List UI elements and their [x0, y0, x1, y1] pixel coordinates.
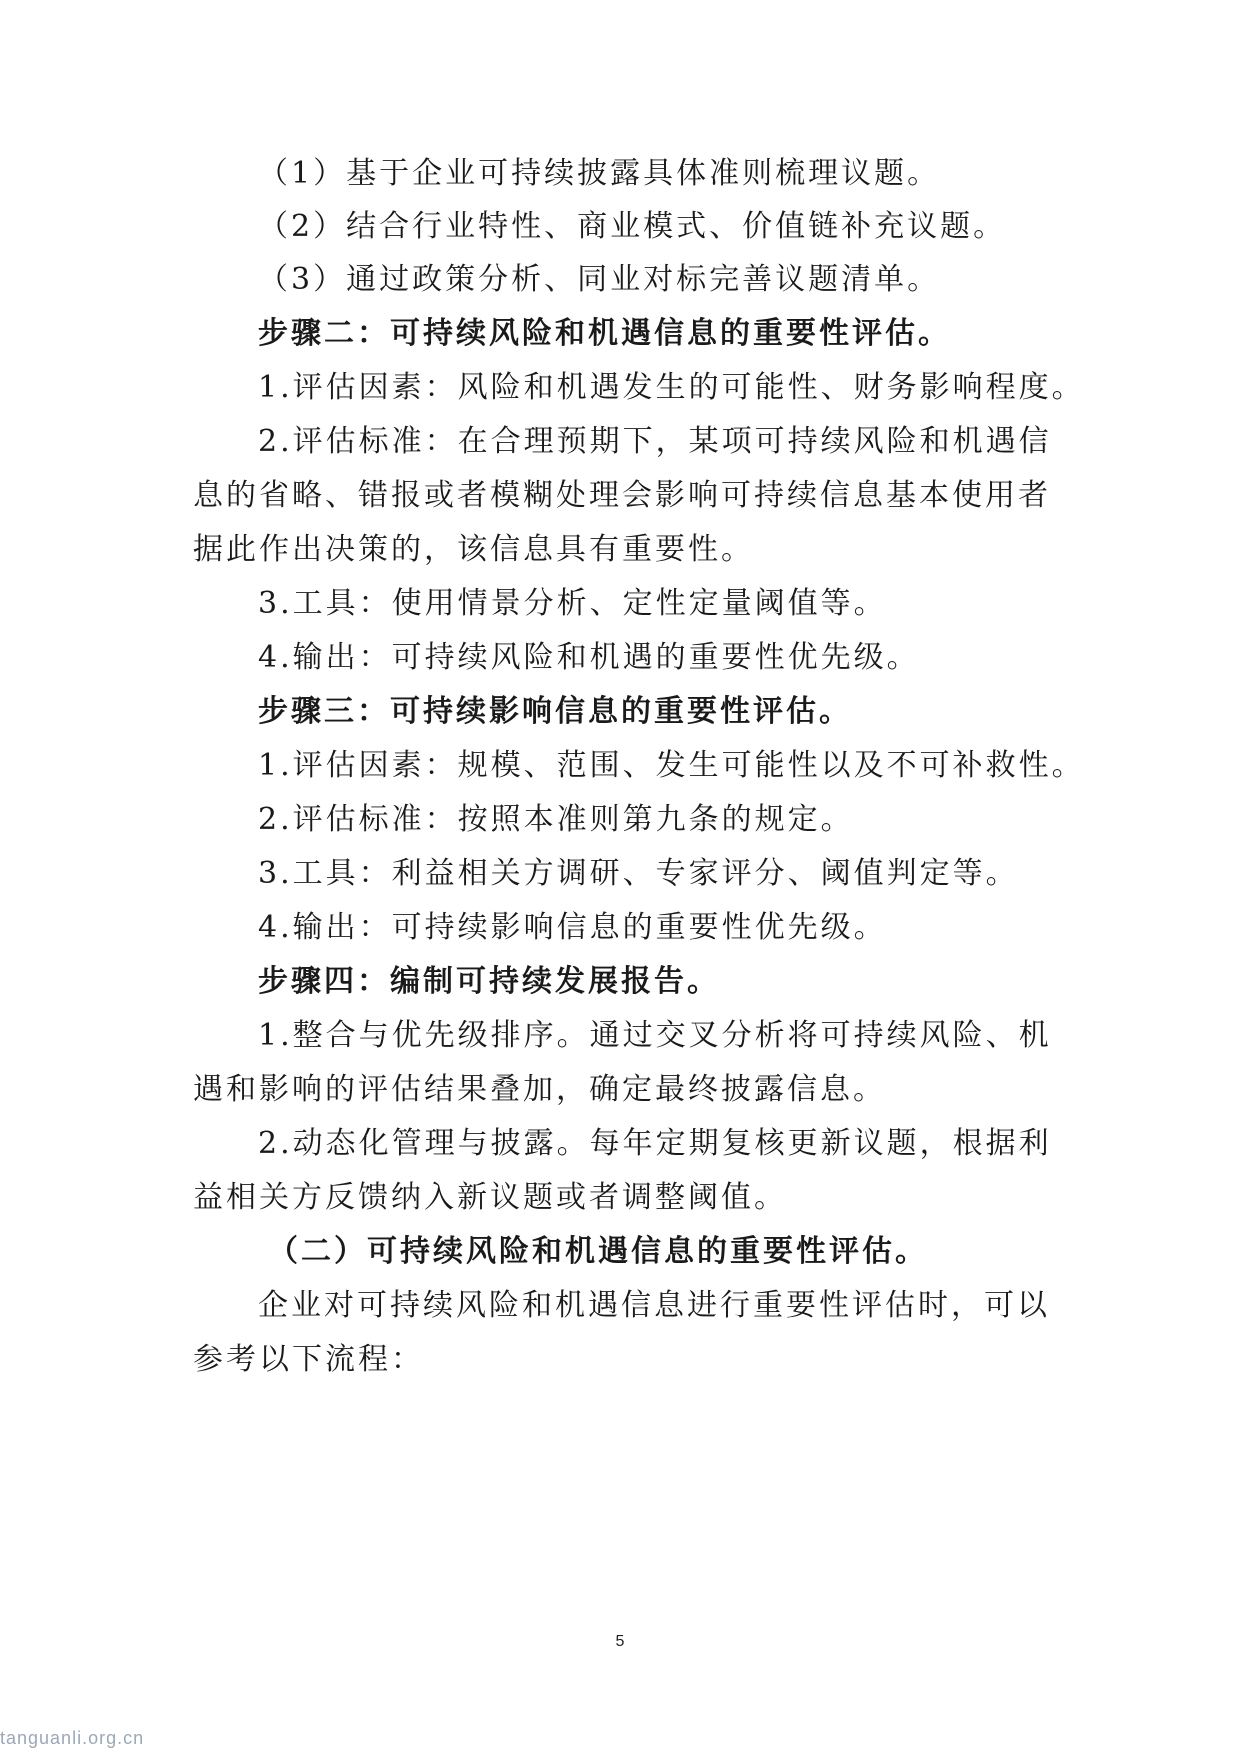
step-two-factors: 1.评估因素：风险和机遇发生的可能性、财务影响程度。	[258, 370, 1085, 405]
step-three-output: 4.输出：可持续影响信息的重要性优先级。	[258, 910, 887, 945]
step-four-item-1-line-1: 1.整合与优先级排序。通过交叉分析将可持续风险、机	[258, 1018, 1052, 1053]
step-two-output: 4.输出：可持续风险和机遇的重要性优先级。	[258, 640, 920, 675]
step-three-factors: 1.评估因素：规模、范围、发生可能性以及不可补救性。	[258, 748, 1085, 783]
section-two-heading: （二）可持续风险和机遇信息的重要性评估。	[268, 1234, 928, 1269]
step-two-heading: 步骤二：可持续风险和机遇信息的重要性评估。	[258, 316, 951, 351]
watermark: tanguanli.org.cn	[0, 1728, 145, 1748]
step-three-tools: 3.工具：利益相关方调研、专家评分、阈值判定等。	[258, 856, 1019, 891]
step-two-criteria-line-1: 2.评估标准：在合理预期下，某项可持续风险和机遇信	[258, 424, 1052, 459]
step-four-item-1-line-2: 遇和影响的评估结果叠加，确定最终披露信息。	[193, 1072, 886, 1107]
step-three-criteria: 2.评估标准：按照本准则第九条的规定。	[258, 802, 854, 837]
step-four-item-2-line-2: 益相关方反馈纳入新议题或者调整阈值。	[193, 1180, 787, 1215]
step-two-criteria-line-2: 息的省略、错报或者模糊处理会影响可持续信息基本使用者	[193, 478, 1051, 513]
list-item-3: （3）通过政策分析、同业对标完善议题清单。	[258, 262, 941, 297]
step-three-heading: 步骤三：可持续影响信息的重要性评估。	[258, 694, 852, 729]
step-four-heading: 步骤四：编制可持续发展报告。	[258, 964, 720, 999]
page-number: 5	[615, 1633, 625, 1650]
section-two-intro-line-2: 参考以下流程：	[193, 1342, 424, 1377]
section-two-intro-line-1: 企业对可持续风险和机遇信息进行重要性评估时，可以	[258, 1288, 1050, 1323]
step-two-criteria-line-3: 据此作出决策的，该信息具有重要性。	[193, 532, 754, 567]
list-item-1: （1）基于企业可持续披露具体准则梳理议题。	[258, 156, 941, 191]
list-item-2: （2）结合行业特性、商业模式、价值链补充议题。	[258, 209, 1007, 244]
step-four-item-2-line-1: 2.动态化管理与披露。每年定期复核更新议题，根据利	[258, 1126, 1052, 1161]
step-two-tools: 3.工具：使用情景分析、定性定量阈值等。	[258, 586, 887, 621]
